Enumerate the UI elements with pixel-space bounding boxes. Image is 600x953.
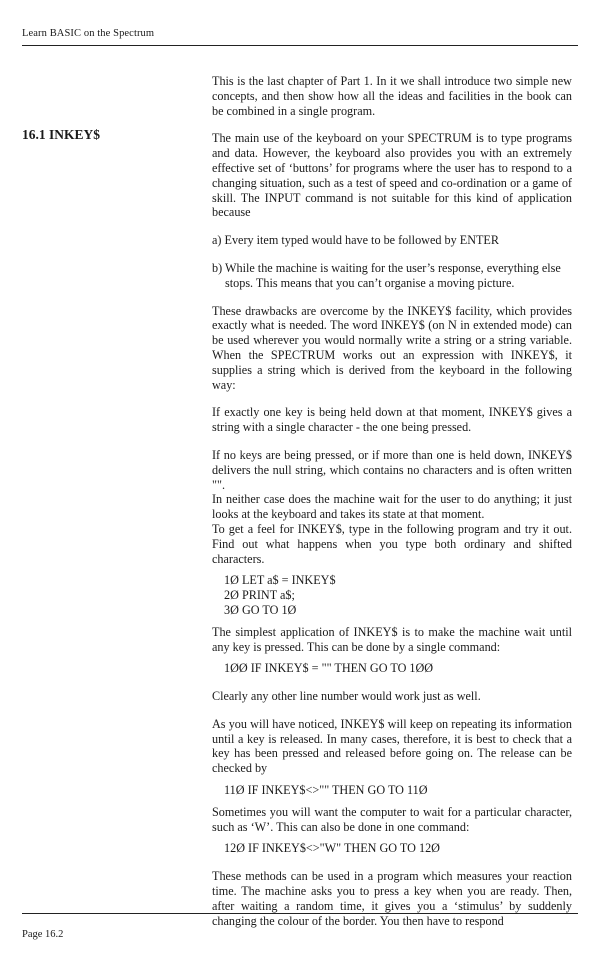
paragraph-simplest-application: The simplest application of INKEY$ is to make the machine wait until any key is pressed. This can be done by a single command: <box>212 624 572 654</box>
code-listing-3: 11Ø IF INKEY$<>"" THEN GO TO 11Ø <box>224 783 428 798</box>
paragraph-try-program: To get a feel for INKEY$, type in the following program and try it out. Find out what happens when you type both ordinary and shifted characters. <box>212 521 572 566</box>
paragraph-inkey-facility: These drawbacks are overcome by the INKEY$ facility, which provides exactly what is needed. The word INKEY$ (on N in extended mode) can be used wherever you would normally write a string or a string variable. When the SPECTRUM works out an expression with INKEY$, it supplies a string which is derived from the keyboard in the following way: <box>212 303 572 392</box>
paragraph-particular-character: Sometimes you will want the computer to wait for a particular character, such as ‘W’. This can also be done in one command: <box>212 804 572 834</box>
code-listing-1 <box>212 573 572 617</box>
running-head-title: Learn BASIC on the Spectrum <box>22 28 155 39</box>
code-listing-4: 12Ø IF INKEY$<>"W" THEN GO TO 12Ø <box>224 841 440 856</box>
code-line: 1Ø LET a$ = INKEY$ <box>224 573 336 588</box>
body-column <box>212 74 572 928</box>
section-heading: 16.1 INKEY$ <box>22 127 101 142</box>
code-listing-2: 1ØØ IF INKEY$ = "" THEN GO TO 1ØØ <box>224 661 434 676</box>
paragraph-other-line: Clearly any other line number would work just as well. <box>212 689 481 704</box>
paragraph-reaction-time: These methods can be used in a program which measures your reaction time. The machine asks you to press a key when you are ready. Then, after waiting a random time, it gives you a ‘stimulus’ by suddenly changing the colour of the border. You then have to respond <box>212 869 572 928</box>
code-line: 3Ø GO TO 1Ø <box>224 602 297 617</box>
paragraph-one-key: If exactly one key is being held down at that moment, INKEY$ gives a string with a single character - the one being pressed. <box>212 405 572 435</box>
paragraph-no-keys: If no keys are being pressed, or if more than one is held down, INKEY$ delivers the null string, which contains no characters and is often written "". <box>212 447 572 492</box>
list-item-a: a) Every item typed would have to be followed by ENTER <box>212 233 500 248</box>
code-line: 2Ø PRINT a$; <box>224 588 295 603</box>
footer-rule <box>22 913 578 914</box>
list-item-b: b) While the machine is waiting for the user’s response, everything else stops. This means that you can’t organise a moving picture. <box>212 260 561 290</box>
page-number: Page 16.2 <box>22 929 64 940</box>
header-rule <box>22 45 578 46</box>
intro-paragraph: This is the last chapter of Part 1. In it we shall introduce two simple new concepts, and then show how all the ideas and facilities in the book can be combined in a single program. <box>212 74 572 118</box>
paragraph-no-wait: In neither case does the machine wait for the user to do anything; it just looks at the keyboard and takes its state at that moment. <box>212 492 572 522</box>
paragraph-repeating: As you will have noticed, INKEY$ will keep on repeating its information until a key is released. In many cases, therefore, it is best to check that a key has been pressed and released before going on. The release can be checked by <box>212 716 572 776</box>
paragraph-keyboard-use: The main use of the keyboard on your SPECTRUM is to type programs and data. However, the keyboard also provides you with an extremely effective set of ‘buttons’ for programs where the user has to respond to a changing situation, such as a test of speed and co-ordination or a game of skill. The INPUT command is not suitable for this kind of application because <box>212 131 572 220</box>
